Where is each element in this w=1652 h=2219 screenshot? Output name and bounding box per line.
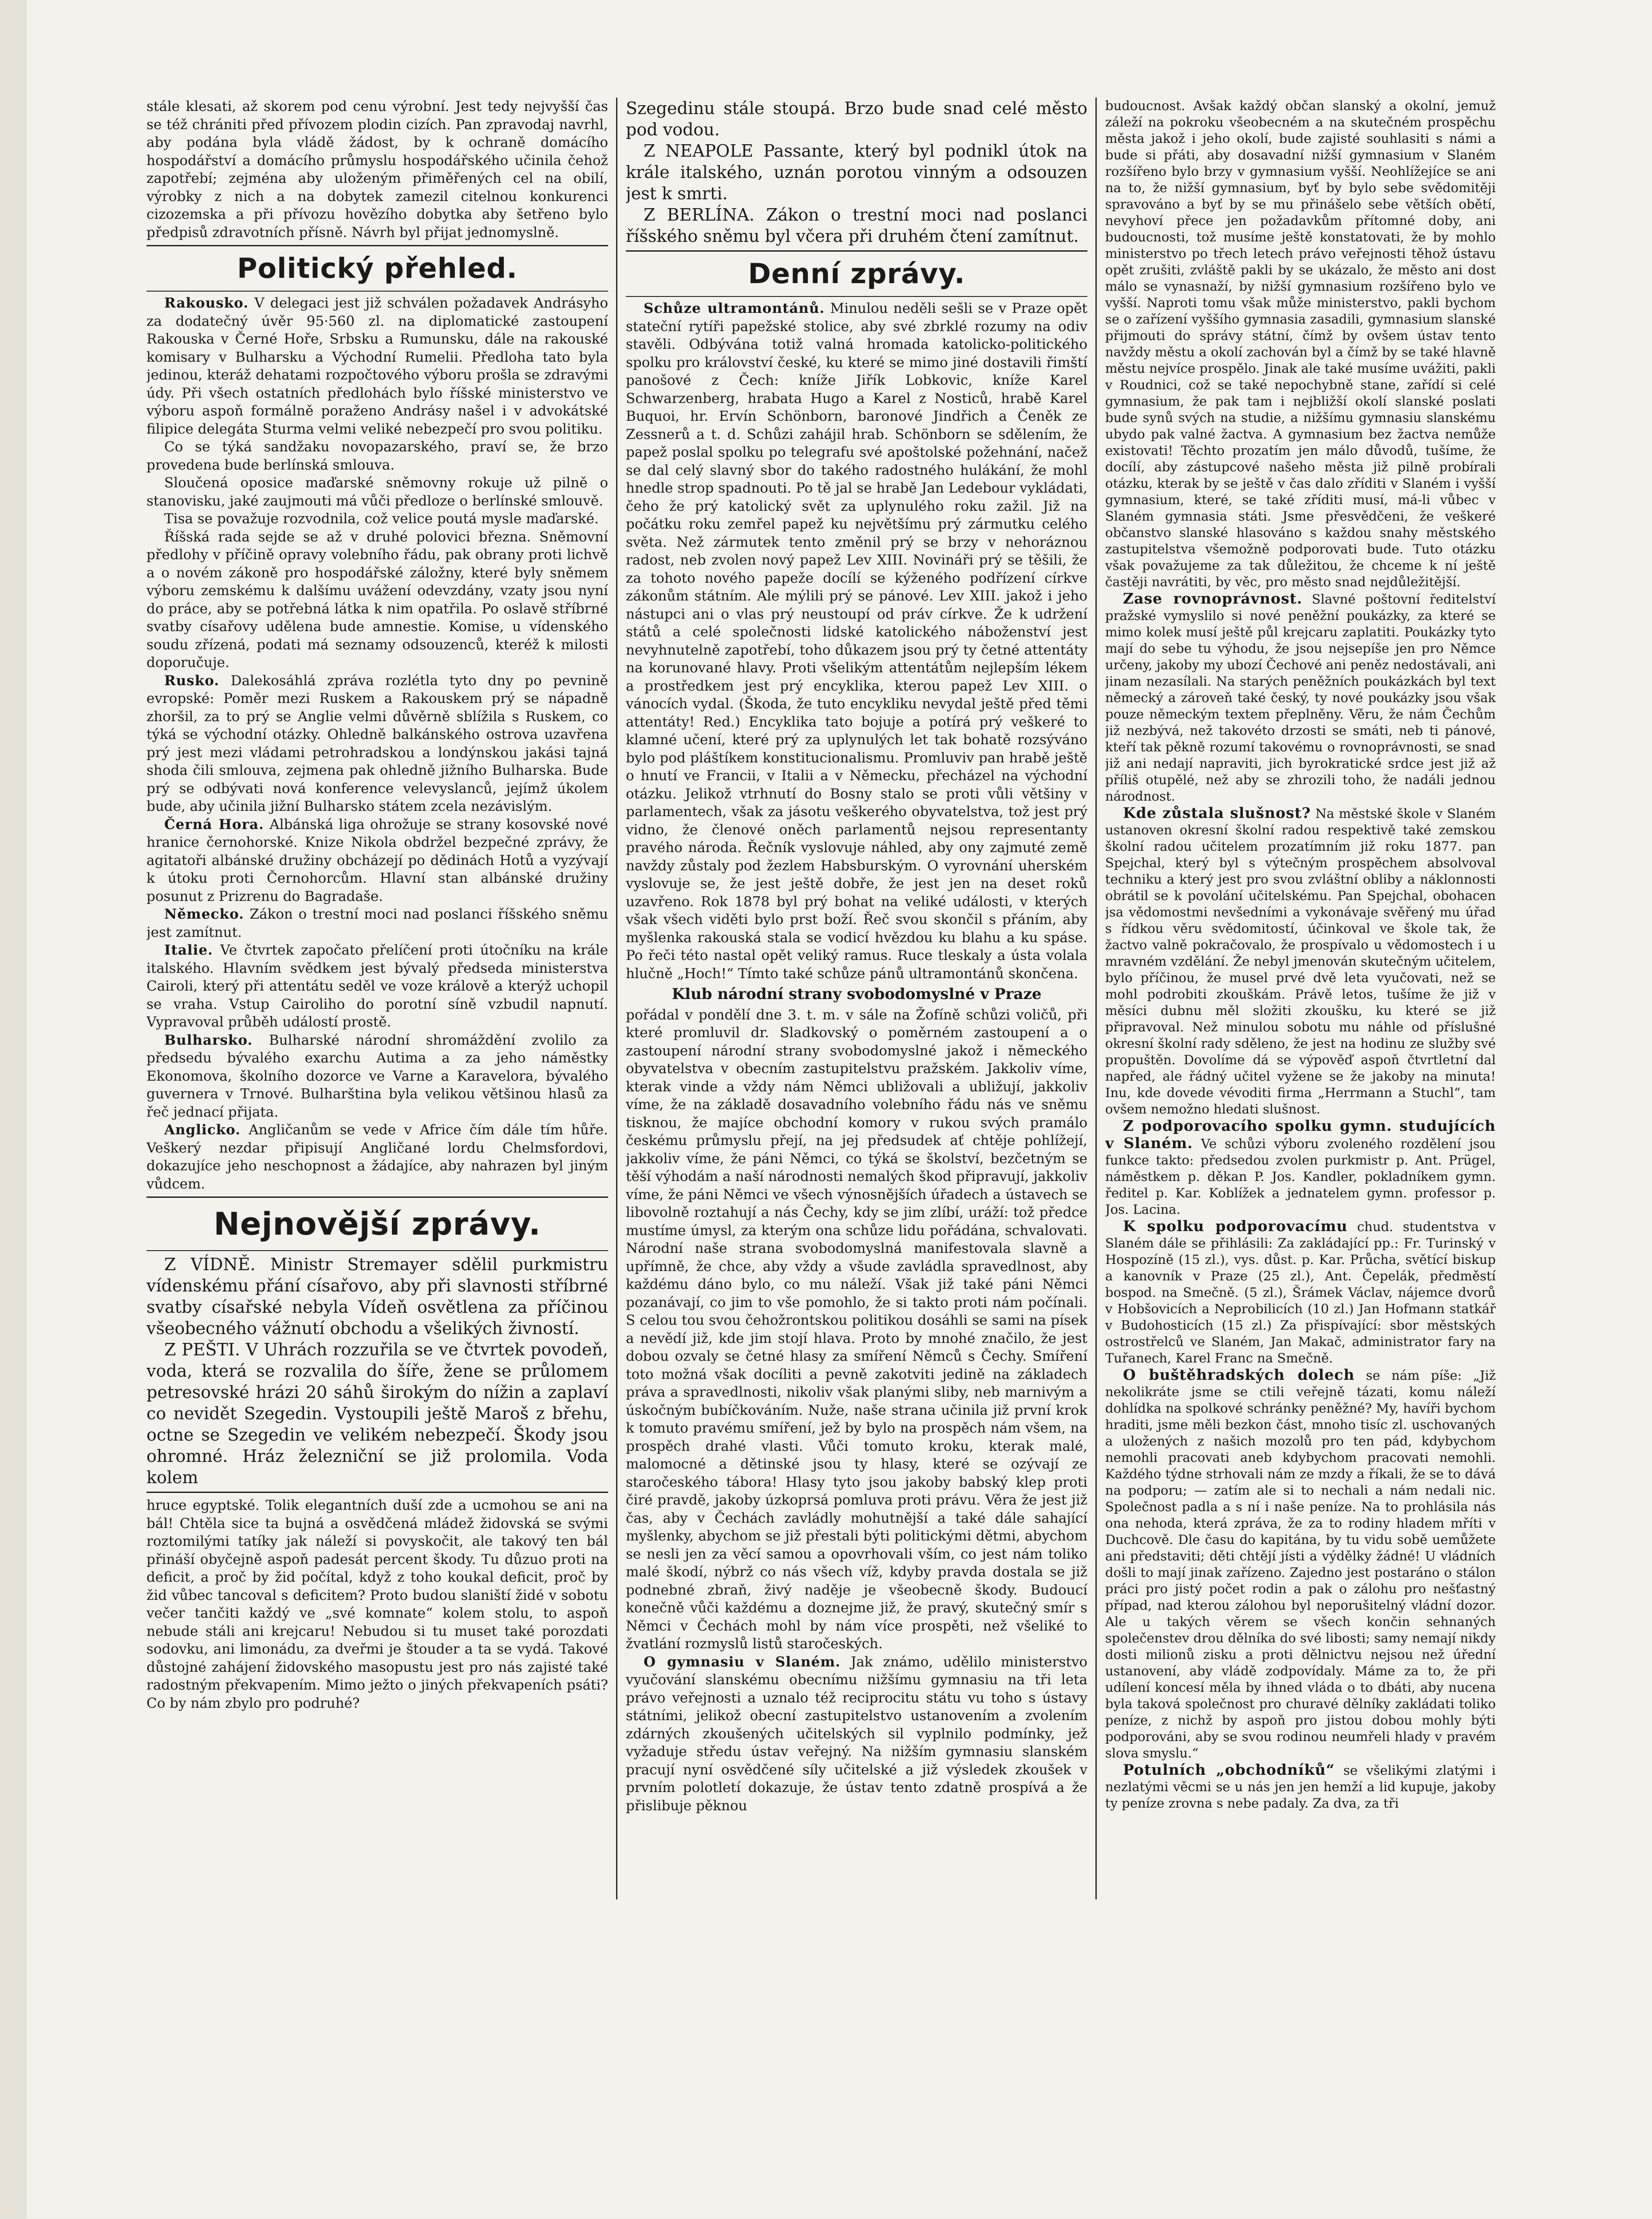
article-text: se nám píše: „Již nekolikráte jsme se ctili veřejně tázati, komu náleží dohlídka na spolkové schránky peněžné? My, havíři bychom hraditi, jsme měli bezkon část, mnoho tisíc zl. uschovaných a uložených z našich mozolů pro ten pád, kdybychom nemohli pracovati aneb kdybychom pracovati nemohli. Každého týdne strhovali nám ze mzdy a říkali, že se to dává na podporu; — zatím ale si to nechali a nám nedali nic. Společnost padla a s ní i naše peníze. Na to prohlásila nás ona nehoda, která zpráva, že za to rodiny hladem mříti v Duchcově. Dle času do kapitána, by tu vidu sobě uemůžete ani představiti; děti chtějí jísti a výdělky žádné! U vládních došli to mají jinak zařízeno. Zajedno jest postaráno o stálon práci pro jistý počet rodin a pak o zálohu pro nešťastný případ, nad kterou zálohou byl neporušitelný vládní dozor. Ale u takých věrem se všech končin sehnaných společenstev drou dělníka do své libosti; samy nemají nikdy dosti milionů zisku a proti dělnictvu nejsou než úřední ustanovení, aby vládě zodpovídaly. Máme za to, že při udílení koncesí měla by ihned vláda o to dbáti, aby nucena byla taková společnost pro churavé dělníky zakládati toliko peníze, z nichž by aspoň pro jistou dobou mohly býti podporováni, aby se svou rodinou neumřeli hlady v pravém slova smyslu.“ <box>1105 1368 1496 1761</box>
article-text: Bulharské národní shromáždění zvolilo za předsedu bývalého exarchu Autima a za jeho náměstky Ekonomova, školního dozorce ve Varne a Karavelora, bývalého guvernera v Trnové. Bulharština byla velikou většinou hlasů za řeč jednací přijata. <box>146 1032 608 1120</box>
keyword: Německo. <box>164 906 244 922</box>
newspaper-page <box>142 98 1500 1962</box>
keyword: O buštěhradských dolech <box>1123 1366 1355 1383</box>
article-text: chud. studentstva v Slaném dále se přihlásili: Za zakládající pp.: Fr. Turinský v Hospozíně (15 zl.), vys. důst. p. Kar. Průcha, světící biskup a kanovník v Praze (25 zl.), Ant. Čepelák, předměstí bospod. na Smečně. (5 zl.), Šrámek Václav, nájemce dvorů v Hobšovicích a Neprobilicích (10 zl.) Jan Hofmann statkář v Budohosticích (15 zl.) Za přispívající: sbor městských ostrostřelců ve Slaném, Jan Makač, administrator fary na Tuřanech, Karel Franc na Smečně. <box>1105 1219 1496 1366</box>
feuilleton-text: hruce egyptské. Tolik elegantních duší zde a ucmohou se ani na bál! Chtěla sice ta bujná a osvědčená mládež židovská se svými roztomilými tatíky jak náleží si povyskočit, ale takový ten bál přináší obyčejně aspoň padesát percent škody. Tu důzuo proti na deficit, a proč by žid počítal, když z toho koukal deficit, proč by žid vůbec tancoval s deficitem? Proto budou slaniští židé v sobotu večer tančiti každý ve „své komnate“ kolem stolu, to aspoň nebude stáli ani krejcaru! Nebudou si tu muset také porozdati sodovku, ani limonádu, za dveřmi je štouder a ta se vydá. Takové důstojné zahájení židovského masopustu jest pro nás zajisté také radostným překvapením. Mimo ježto o jiných překvapeních psáti? Co by nám zbylo pro podruhé? <box>146 1497 608 1711</box>
keyword: Černá Hora. <box>164 816 264 833</box>
article-text: Dalekosáhlá zpráva rozlétla tyto dny po pevnině evropské: Poměr mezi Ruskem a Rakouskem prý se nápadně zhoršil, za to prý se Anglie velmi důvěrně sblížila s Ruskem, co týká se východní otázky. Ohledně balkánského ostrova uzavřena prý jest mezi vládami petrohradskou a londýnskou jakási tajná shoda čili smlouva, zejmena pak ohledně jižního Bulharska. Bude prý se odbývati nová konference velevyslanců, jejímž úkolem bude, aby učinila jižní Bulharsko státem zcela nezávislým. <box>146 672 608 814</box>
keyword: Zase rovnoprávnost. <box>1123 590 1303 607</box>
column-3 <box>1105 98 1496 1962</box>
article-ultramontane-meeting <box>626 300 1087 983</box>
section-rule <box>626 250 1087 252</box>
section-heading-daily-news: Denní zprávy. <box>748 257 965 290</box>
article-cerna-hora <box>146 816 608 906</box>
column-2 <box>626 98 1087 1962</box>
news-berlin: Z BERLÍNA. Zákon o trestní moci nad poslanci říšského sněmu byl včera při druhém čtení zamítnut. <box>626 205 1087 246</box>
paragraph: stále klesati, až skorem pod cenu výrobní. Jest tedy nejvyšší čas se též chrániti před přívozem plodin cizích. Pan zpravodaj navrhl, aby podána byla vládě žádost, by k ochraně domácího hospodářství a domácího průmyslu hospodářského učinila čehož zapotřebí; zejména aby uloženým přiměřených cel na obilí, výrobky z nich a na dobytek zamezil citelnou konkurenci cizozemska a při přívozu hovězího dobytka aby šetřeno bylo předpisů zdravotních přísně. Návrh byl přijat jednomyslně. <box>146 99 608 241</box>
keyword: K spolku podporovacímu <box>1123 1217 1348 1235</box>
keyword: Kde zůstala slušnost? <box>1123 804 1311 821</box>
keyword: Italie. <box>164 942 213 958</box>
feuilleton-rule <box>146 1492 608 1493</box>
article-equality <box>1105 590 1496 805</box>
paragraph: Tisa se považuje rozvodnila, což velice poutá mysle maďarské. <box>164 511 599 527</box>
paragraph: Szegedinu stále stoupá. Brzo bude snad celé město pod vodou. <box>626 99 1087 139</box>
section-rule <box>146 1250 608 1251</box>
article-text: Angličanům se vede v Africe čím dále tím hůře. Veškerý nezdar připisují Angličané lordu Chelmsfordovi, dokazujíce jeho neschopnost a žádajíce, aby nahrazen byl jiným vůdcem. <box>146 1122 608 1192</box>
article-support-donors <box>1105 1218 1496 1366</box>
article-text: Na městské škole v Slaném ustanoven okresní školní radou respektivě také zemskou školní radou učitelem prozatímním již roku 1877. pan Spejchal, který byl s výtečným prospěchem absolvoval techniku a který jest pro svou zvláštní obliby a náklonnosti obrátil se k povolání učitelskému. Pan Spejchal, obohacen jsa vědomostmi nevšedními a vykonávaje svěřený mu úřad s řídkou věru svědomitostí, účinkoval ve škole tak, že žactvo valně pokračovalo, že prospívalo u vědomostech i u mravném vzdělání. Že nebyl jmenován skutečným učitelem, bylo příčinou, že musel prvé dvě leta vyučovati, než se mohl podrobiti zkouškám. Právě letos, tušíme že již v měsíci dubnu měl složiti zkoušku, ku které se již připravoval. Než minulou sobotu mu náhle od příslušné okresní školní rady sděleno, že jest na hodinu ze služby své propuštěn. Dovolíme dá se výpověď aspoň čtvrtletní dal napřed, ale řádný učitel vyžene se že jakoby na minuta! Inu, kde dovede vévoditi firma „Herrmann a Stuchl“, tam ovšem nemožno hledati slušnost. <box>1105 806 1496 1117</box>
article-rusko <box>146 672 608 816</box>
column-rule-2 <box>1095 98 1097 1899</box>
section-heading-latest-news: Nejnovější zprávy. <box>213 1206 541 1242</box>
article-club-text: pořádal v pondělí dne 3. t. m. v sále na Žofíně schůzi voličů, při které promluvil dr. Sladkovský o poměrném zastoupení a o zastoupení národní strany svobodomyslné jakož i německého obyvatelstva v obecním zastupitelstvu pražském. Jakkoliv víme, kterak vinde a vždy nám Němci ubližovali a ubližují, jakkoliv víme, že na základě dosavadního volebního řádu nás ve sněmu tisknou, že majíce obchodní komory v rukou svých pramálo českému průmyslu přejí, na jej předsudek ať chtěje pohlížejí, jakkoliv víme, že páni Němci, co týká se školství, bezčetným se těší výhodám a naší národnosti nemalých škod připravují, jakkoliv víme, že páni Němci ve všech výnosnějších úřadech a ústavech se libovolně roztahují a nás Čechy, kdy se jim zlíbí, uráží: tož předce mustíme úmysl, za kterým ona schůze lidu pořádána, schvalovati. Národní naše strana svobodomyslná manifestovala slavně a upřímně, že chce, aby vždy a všude zavládla spravedlnost, aby každému dáno bylo, co mu náleží. Však již také páni Němci pozanávají, co jim to vše pomohlo, že si takto proti nám počínali. S celou tou svou čehožrontskou politikou dosáhli se sami na písek a nevědí již, kde jim stojí hlava. Proto by mnohé značilo, že jest dobou ozvaly se četné hlasy za smíření Němců s Čechy. Smíření toto možná však docíliti a pevně zakotviti jedině na základech práva a spravedlnosti, nikoliv však planými sliby, neb marnivým a úskočným bubíčkováním. Nuže, naše strana učinila již první krok k tomuto pravému smíření, jež by bylo na prospěch nám všem, na prospěch drahé vlasti. Vůči tomuto kroku, kterak malé, malomocné a dětinské jsou ty hlasy, které se ozývají ze staročeského tábora! Hlasy tyto jsou jakoby babský klep proti čiré pravdě, jakoby úzkoprsá pomluva proti právu. Věra že jest již čas, aby v Čechách zavládly mohutnější a také dále sahající myšlenky, abychom se již přestali býti politickými dětmi, abychom se nesli jen za věcí samou a opovrhovali vším, co jest nám toliko malé škodí, nýbrž co nás všech víž, kdyby pravda dostala se již podnebné zbraň, živý naděje je všeobecně škody. Budoucí konečně vůči každému a doznejme již, že pravý, skutečný smír s Němci v Čechách mohl by nám více prospěti, než všeliké to žvatlání rozmyslů listů staročeských. <box>626 1007 1087 1652</box>
section-rule <box>146 245 608 246</box>
keyword: Rakousko. <box>164 295 249 311</box>
article-text: Albánská liga ohrožuje se strany kosovské nové hranice černohorské. Knize Nikola obdržel bezpečné zprávy, že agitatoři albánské družiny obcházejí po dědinách Hotů a vyzývají k útoku proti Černohorcům. Hlavní stan albánské družiny posunut z Prizrenu do Bagradaše. <box>146 816 608 904</box>
article-heading-club: Klub národní strany svobodomyslné v Praze <box>672 985 1042 1003</box>
section-rule <box>146 291 608 292</box>
article-text: Minulou neděli sešli se v Praze opět stateční rytíři papežské stolice, aby své zbrklé rozumy na odiv stavěli. Odbývána totiž valná hromada katolicko-politického spolku pro království české, ku které se mimo jiné dostavili řimští panošové z Čech: kníže Jiřík Lobkovic, kníže Karel Schwarzenberg, hrabata Hugo a Karel z Nosticů, hrabě Karel Buquoi, hr. Ervín Schönborn, baronové Jindřich a Čeněk ze Zessnerů a t. d. Schůzi zahájil hrab. Schönborn se sdělením, že papež poslal spolku po telegrafu své apoštolské požehnání, načež se dal celý slavný sbor do takého radostného hulákání, že mohl hnedle strop spadnouti. Po tě jal se hrabě Jan Ledebour vykládati, čeho že prý katolický svět za uplynulého roku zažil. Již na počátku roku zemřel papež ku největšímu prý zármutku celého světa. Než zármutek tento změnil prý se brzy v nehoráznou radost, neb zvolen nový papež Lev XIII. Novináři prý se těšili, že za tohoto nového papeže docílí se kýženého podřízení církve zákonům státním. Ale mýlili prý se pánové. Lev XIII. jakož i jeho nástupci ani o vlas prý neustoupí od práv církve. Že k udržení států a celé společnosti lidské katolického náboženství jest nevyhnutelně zapotřebí, toho důkazem jsou prý ty četné attentáty na korunované hlavy. Proti všelikým attentátům nejlepším lékem a prostředkem jest prý encyklika, kterou papež Lev XIII. o vánocích vydal. (Škoda, že tuto encykliku nevydal ještě před těmi attentáty! Red.) Encyklika tato bojuje a potírá prý veškeré to klamné učení, které prý za uplynulých let tak bohatě rozsýváno bylo pod pláštíkem konstitucionalismu. Promluviv pan hrabě ještě o hnutí ve Francii, v Italii a v Německu, přecházel na východní otázku. Jelikož vtrhnutí do Bosny stalo se proti vůli většiny v parlamentech, však za jásotu veškerého obyvatelstva, tož jest prý vidno, že členové oněch parlamentů nejsou representanty pravého národa. Řečník vyslovuje náhled, aby ony zajmuté země navždy zůstaly pod žezlem Habsburským. O vyrovnání uherském vyslovuje se, že jest ještě dobře, že jest jen na deset roků uzavřeno. Rok 1878 byl prý bohat na veliké události, v kterých však všech viděti bylo prst boží. Řeč svou skončil s přáním, aby myšlenka rakouská stala se vodicí hvězdou ku blahu a ku spáse. Po řeči této nastal opět veliký ramus. Ruce tleskaly a ústa volala hlučně „Hoch!“ Tímto také schůze pánů ultramontánů skončena. <box>626 300 1087 982</box>
section-rule <box>146 1196 608 1198</box>
article-gymnasium <box>626 1653 1087 1815</box>
article-text: Jak známo, udělilo ministerstvo vyučování slanskému obecnímu nižšímu gymnasiu na tři leta právo veřejnosti a uznalo též reciprocitu státu vu toho s ústavy státními, jelikož obecní zastupitelstvo ustanovením a zvolením zdárných zkoušených učitelských sil vyplnilo podmínky, jež vyžaduje středu ústav veřejný. Na nižším gymnasiu slanském pracují nyní osvědčené síly učitelské a již výsledek zkoušek v prvním polotletí dokazuje, že ústav tento zdatně prospívá a že přislibuje pěknou <box>626 1654 1087 1814</box>
article-text: Ve čtvrtek započato přelíčení proti útočníku na krále italského. Hlavním svědkem jest bývalý předseda ministerstva Cairoli, který při attentátu seděl ve voze králově a kterýž uchopil se vraha. Vstup Cairoliho do porotní síně vzbudil napnutí. Vypravoval průběh událostí prostě. <box>146 942 608 1030</box>
section-heading-politics: Politický přehled. <box>237 252 518 284</box>
article-text: Zákon o trestní moci nad poslanci říšského sněmu jest zamítnut. <box>146 906 608 940</box>
keyword: Z podporovacího spolku gymn. studujících v Slaném. <box>1105 1117 1496 1152</box>
article-text: se všelikými zlatými i nezlatými věcmi se u nás jen jen hemží a lid kupuje, jakoby ty peníze zrovna s nebe padaly. Za dva, za tři <box>1105 1763 1496 1811</box>
article-peddlers <box>1105 1761 1496 1812</box>
article-italie <box>146 941 608 1031</box>
paragraph: Sloučená oposice maďarské sněmovny rokuje už pilně o stanovisku, jaké zaujmouti má vůči předloze o berlínské smlouvě. <box>146 475 608 509</box>
keyword: Anglicko. <box>164 1122 241 1138</box>
keyword: O gymnasiu v Slaném. <box>644 1654 841 1670</box>
paragraph: Říšská rada sejde se až v druhé polovici března. Sněmovní předlohy v příčině opravy volebního řádu, pak obrany proti lichvě a o novém zákoně pro hospodářské záložny, které byly sněmem výboru zemskému k dalšímu uvážení odevzdány, vzaty jsou nyní do práce, aby se potřebná látka k nim opatřila. Po oslavě stříbrné svatby císařovy udělena bude amnestie. Komise, u vídenského soudu zřízená, podati má seznamy odsouzenců, kteréž k milosti doporučuje. <box>146 529 608 671</box>
article-rakousko <box>146 294 608 438</box>
keyword: Potulních „obchodníků“ <box>1123 1761 1335 1778</box>
article-nemecko <box>146 905 608 941</box>
article-mines <box>1105 1366 1496 1761</box>
article-support-society <box>1105 1117 1496 1218</box>
article-anglicko <box>146 1121 608 1193</box>
keyword: Rusko. <box>164 672 220 689</box>
paragraph: budoucnost. Avšak každý občan slanský a okolní, jemuž záleží na pokroku všeobecném a na skutečném prospěchu města jakož i jeho okolí, bude zajisté souhlasiti s námi a bude si přáti, aby dosavadní nižší gymnasium v Slaném rozšířeno bylo brzy v gymnasium vyšší. Neohlížejíce se ani na to, že nižší gymnasium, byť by bylo sebe svědomitěji spravováno a byť by se mu přinášelo sebe větších obětí, nevyhoví přece jen požadavkům přítomné doby, ani budoucnosti, tož musíme ještě konstatovati, že by mohlo ministerstvo po třech letech právo veřejnosti těhož ústavu opět zrušiti, zvláště pakli by se ukázalo, že město ani dost málo se vynasnaží, by nižší gymnasium rozšířeno bylo ve vyšší. Naproti tomu však může ministerstvo, pakli bychom se o zařízení vyššího gymnasia zasadili, gymnasium slanské přijmouti do správy státní, čímž by ovšem ústav tento navždy městu a okolí zachován byl a čímž by se také hlavně městu nejvíce prospělo. Jinak ale také musíme uvážiti, pakli v Roudnici, což se také nepochybně stane, zařídí si celé gymnasium, že pak tam i nejbližší okolí slanské poslati bude synů svých na studie, a nižšímu gymnasiu slanskému ubydo pak valné žactva. A gymnasium bez žactva nemůže existovati! Těchto prozatím jen málo důvodů, tušíme, že docílí, aby zástupcové našeho města již pilně probírali otázku, kterak by se ještě v čas dalo zříditi v Slaném i vyšší gymnasium, které, se také zříditi musí, má-li vůbec v Slaném gymnasia státi. Jsme přesvědčeni, že veškeré občanstvo slanské hlasováno s každou snahy městského zastupitelstva všemožně podporovati bude. Tuto otázku však považujeme za tak důležitou, že chceme k ní ještě častěji navrátiti, by věc, pro město snad nejdůležitější. <box>1105 98 1496 589</box>
column-rule-1 <box>616 98 617 1899</box>
section-rule <box>626 296 1087 297</box>
article-decency <box>1105 805 1496 1117</box>
news-pest: Z PEŠTI. V Uhrách rozzuřila se ve čtvrtek povodeň, voda, která se rozvalila do šíře, žene se průlomem petresovské hrázi 20 sáhů širokým do nížin a zaplaví co nevidět Szegedin. Vystoupili ještě Maroš z břehu, octne se Szegedin ve velikém nebezpečí. Škody jsou ohromné. Hráz železniční se již prolomila. Voda kolem <box>146 1340 608 1487</box>
paragraph: Co se týká sandžaku novopazarského, praví se, že brzo provedena bude berlínská smlouva. <box>146 439 608 473</box>
article-bulharsko <box>146 1031 608 1121</box>
keyword: Bulharsko. <box>164 1032 253 1048</box>
news-naples: Z NEAPOLE Passante, který byl podnikl útok na krále italského, uznán porotou vinným a odsouzen jest k smrti. <box>626 141 1087 203</box>
article-text: V delegaci jest již schválen požadavek Andrásyho za dodatečný úvěr 95·560 zl. na diplomatické zastoupení Rakouska v Černé Hoře, Srbsku a Rumunsku, dále na rakouské komisary v Bulharsku a Východní Rumelii. Předloha tato byla jedinou, kteráž dehatami rozpočtového výboru prošla se zdravými údy. Při všech ostatních předlohách bylo říšské ministerstvo ve výboru aspoň formálně poraženo Andrásy našel i v advokátské filipice delegáta Sturma velmi veliké nebezpečí pro svou politiku. <box>146 295 608 437</box>
column-1 <box>146 98 608 1962</box>
scan-margin-left <box>0 0 27 2219</box>
keyword: Schůze ultramontánů. <box>644 300 825 316</box>
news-vienna: Z VÍDNĚ. Ministr Stremayer sdělil purkmistru vídenskému přání císařovo, aby při slavnosti stříbrné svatby císařské nebyla Vídeň osvětlena za příčinou všeobecného vážnutí obchodu a všelikých živností. <box>146 1255 608 1338</box>
article-text: Ve schůzi výboru zvoleného rozdělení jsou funkce takto: předsedou zvolen purkmistr p. Ant. Prügel, náměstkem p. děkan P. Jos. Kandler, pokladníkem gymn. ředitel p. Kar. Koblížek a jednatelem gymn. professor p. Jos. Lacina. <box>1105 1136 1496 1217</box>
article-text: Slavné poštovní ředitelství pražské vymyslilo si nové peněžní poukázky, za které se mimo kolek musí ještě půl krejcaru zaplatiti. Poukázky tyto mají do sebe tu výhodu, že jsou nejsepíše jen pro Němce určeny, jakoby my ubozí Čechové ani peněz nedostávali, ani jinam nezasílali. Na starých peněžních poukázkách byl text německý a zároveň také český, ty nové poukázky jsou však pouze německým textem přeplněny. Věru, že nám Čechům již nezbývá, než takovéto drzosti se smáti, neb ti pánové, kteří tak pěkně rozumí takovému o rovnoprávnosti, se snad již ani nedají napraviti, jich byrokratické srdce jest již až příliš otupělé, než aby se zhrozili toho, že nadáli jednou národnost. <box>1105 592 1496 804</box>
